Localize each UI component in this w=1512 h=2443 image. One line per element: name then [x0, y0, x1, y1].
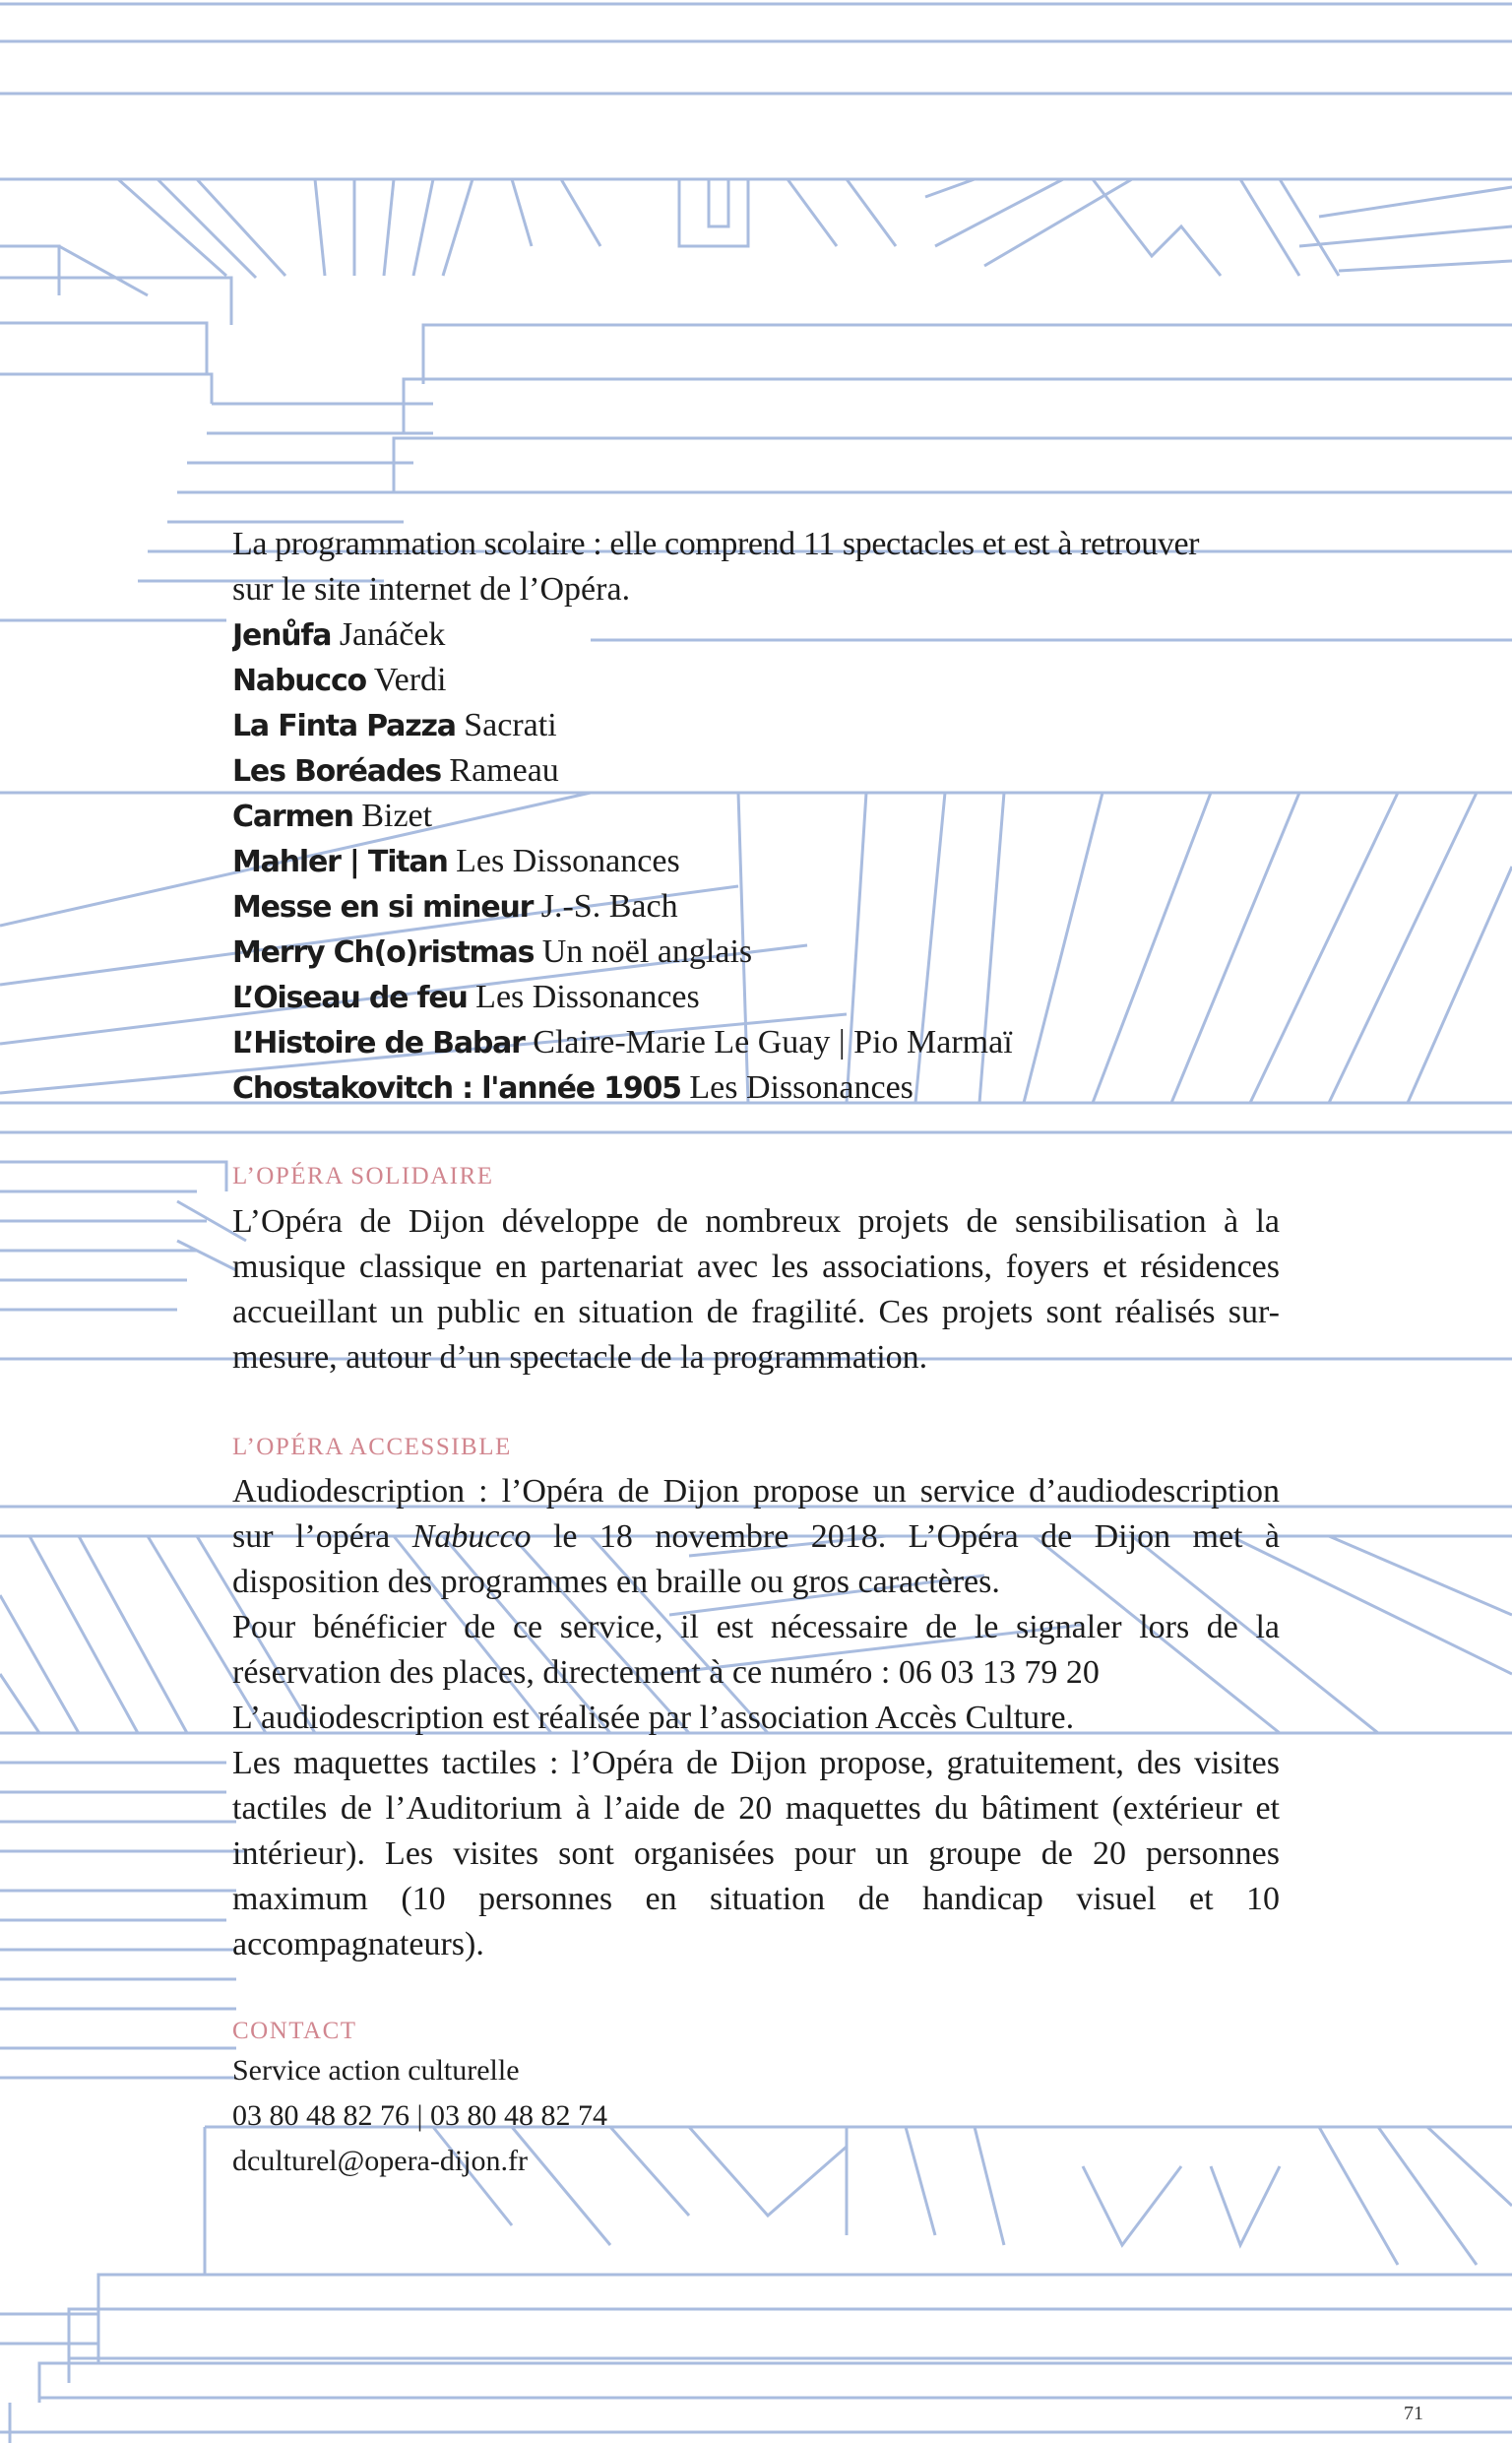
contact-section	[232, 2048, 1280, 2184]
contact-email[interactable]: dculturel@opera-dijon.fr	[232, 2145, 529, 2177]
show-title: Chostakovitch : l'année 1905	[232, 1071, 681, 1106]
accessible-text	[232, 1469, 1280, 1967]
show-item	[232, 658, 1280, 703]
intro-line-2: sur le site internet de l’Opéra.	[232, 571, 631, 608]
show-title: Les Boréades	[232, 754, 441, 789]
show-author: Un noël anglais	[541, 933, 753, 970]
show-item	[232, 839, 1280, 884]
show-item	[232, 612, 1280, 658]
programmation-section	[232, 522, 1280, 1111]
show-item	[232, 884, 1280, 930]
show-title: La Finta Pazza	[232, 709, 456, 743]
show-author: J.-S. Bach	[540, 888, 678, 925]
audiodescription-paragraph	[232, 1469, 1280, 1605]
show-item	[232, 748, 1280, 794]
show-item	[232, 794, 1280, 839]
reservation-paragraph: Pour bénéficier de ce service, il est nécessaire de le signaler lors de la réservation des places, directement à ce numéro : 06 03 13 79 20	[232, 1609, 1280, 1691]
show-title: Nabucco	[232, 664, 366, 698]
show-author: Verdi	[373, 662, 447, 698]
show-title: L’Oiseau de feu	[232, 981, 468, 1015]
audiodescription-text-start: Audiodescription : l’Opéra de Dijon propose un service d’audiodescription sur l’opéra	[232, 1473, 1280, 1555]
section-heading-solidaire: L’OPÉRA SOLIDAIRE	[232, 1163, 494, 1189]
show-item	[232, 930, 1280, 975]
show-item	[232, 975, 1280, 1020]
show-title: L’Histoire de Babar	[232, 1026, 525, 1061]
show-title: Mahler | Titan	[232, 845, 448, 879]
section-heading-accessible: L’OPÉRA ACCESSIBLE	[232, 1434, 512, 1460]
show-item	[232, 703, 1280, 748]
show-title: Jenůfa	[232, 618, 332, 653]
section-heading-contact: CONTACT	[232, 2018, 357, 2044]
solidaire-text	[232, 1199, 1280, 1381]
page-number: 71	[1404, 2403, 1423, 2424]
nabucco-title: Nabucco	[411, 1518, 532, 1555]
show-author: Claire-Marie Le Guay | Pio Marmaï	[533, 1024, 1013, 1061]
show-title: Merry Ch(o)ristmas	[232, 935, 535, 970]
show-author: Les Dissonances	[456, 843, 680, 879]
show-author: Rameau	[449, 752, 559, 789]
show-author: Les Dissonances	[475, 979, 700, 1015]
show-author: Bizet	[361, 798, 433, 834]
show-author: Les Dissonances	[689, 1069, 914, 1106]
show-item	[232, 1065, 1280, 1111]
solidaire-paragraph: L’Opéra de Dijon développe de nombreux projets de sensibilisation à la musique classique en partenariat avec les associations, foyers et résidences accueillant un public en situation de fragilité. Ces projets sont réalisés sur-mesure, autour d’un spectacle de la programmation.	[232, 1203, 1280, 1376]
show-author: Sacrati	[464, 707, 557, 743]
show-title: Carmen	[232, 800, 353, 834]
intro-line-1: La programmation scolaire : elle comprend 11 spectacles et est à retrouver	[232, 526, 1200, 562]
audiodescription-text-end: le 18 novembre 2018. L’Opéra de Dijon met à disposition des programmes en braille ou gros caractères.	[232, 1518, 1280, 1600]
show-item	[232, 1020, 1280, 1065]
acces-culture-paragraph: L’audiodescription est réalisée par l’association Accès Culture.	[232, 1700, 1075, 1736]
show-author: Janáček	[339, 616, 446, 653]
contact-service: Service action culturelle	[232, 2054, 520, 2087]
show-title: Messe en si mineur	[232, 890, 534, 925]
maquettes-paragraph: Les maquettes tactiles : l’Opéra de Dijon propose, gratuitement, des visites tactiles de l’Auditorium à l’aide de 20 maquettes du bâtiment (extérieur et intérieur). Les visites sont organisées pour un groupe de 20 personnes maximum (10 personnes en situation de handicap visuel et 10 accompagnateurs).	[232, 1745, 1280, 1962]
contact-phones: 03 80 48 82 76 | 03 80 48 82 74	[232, 2099, 608, 2132]
